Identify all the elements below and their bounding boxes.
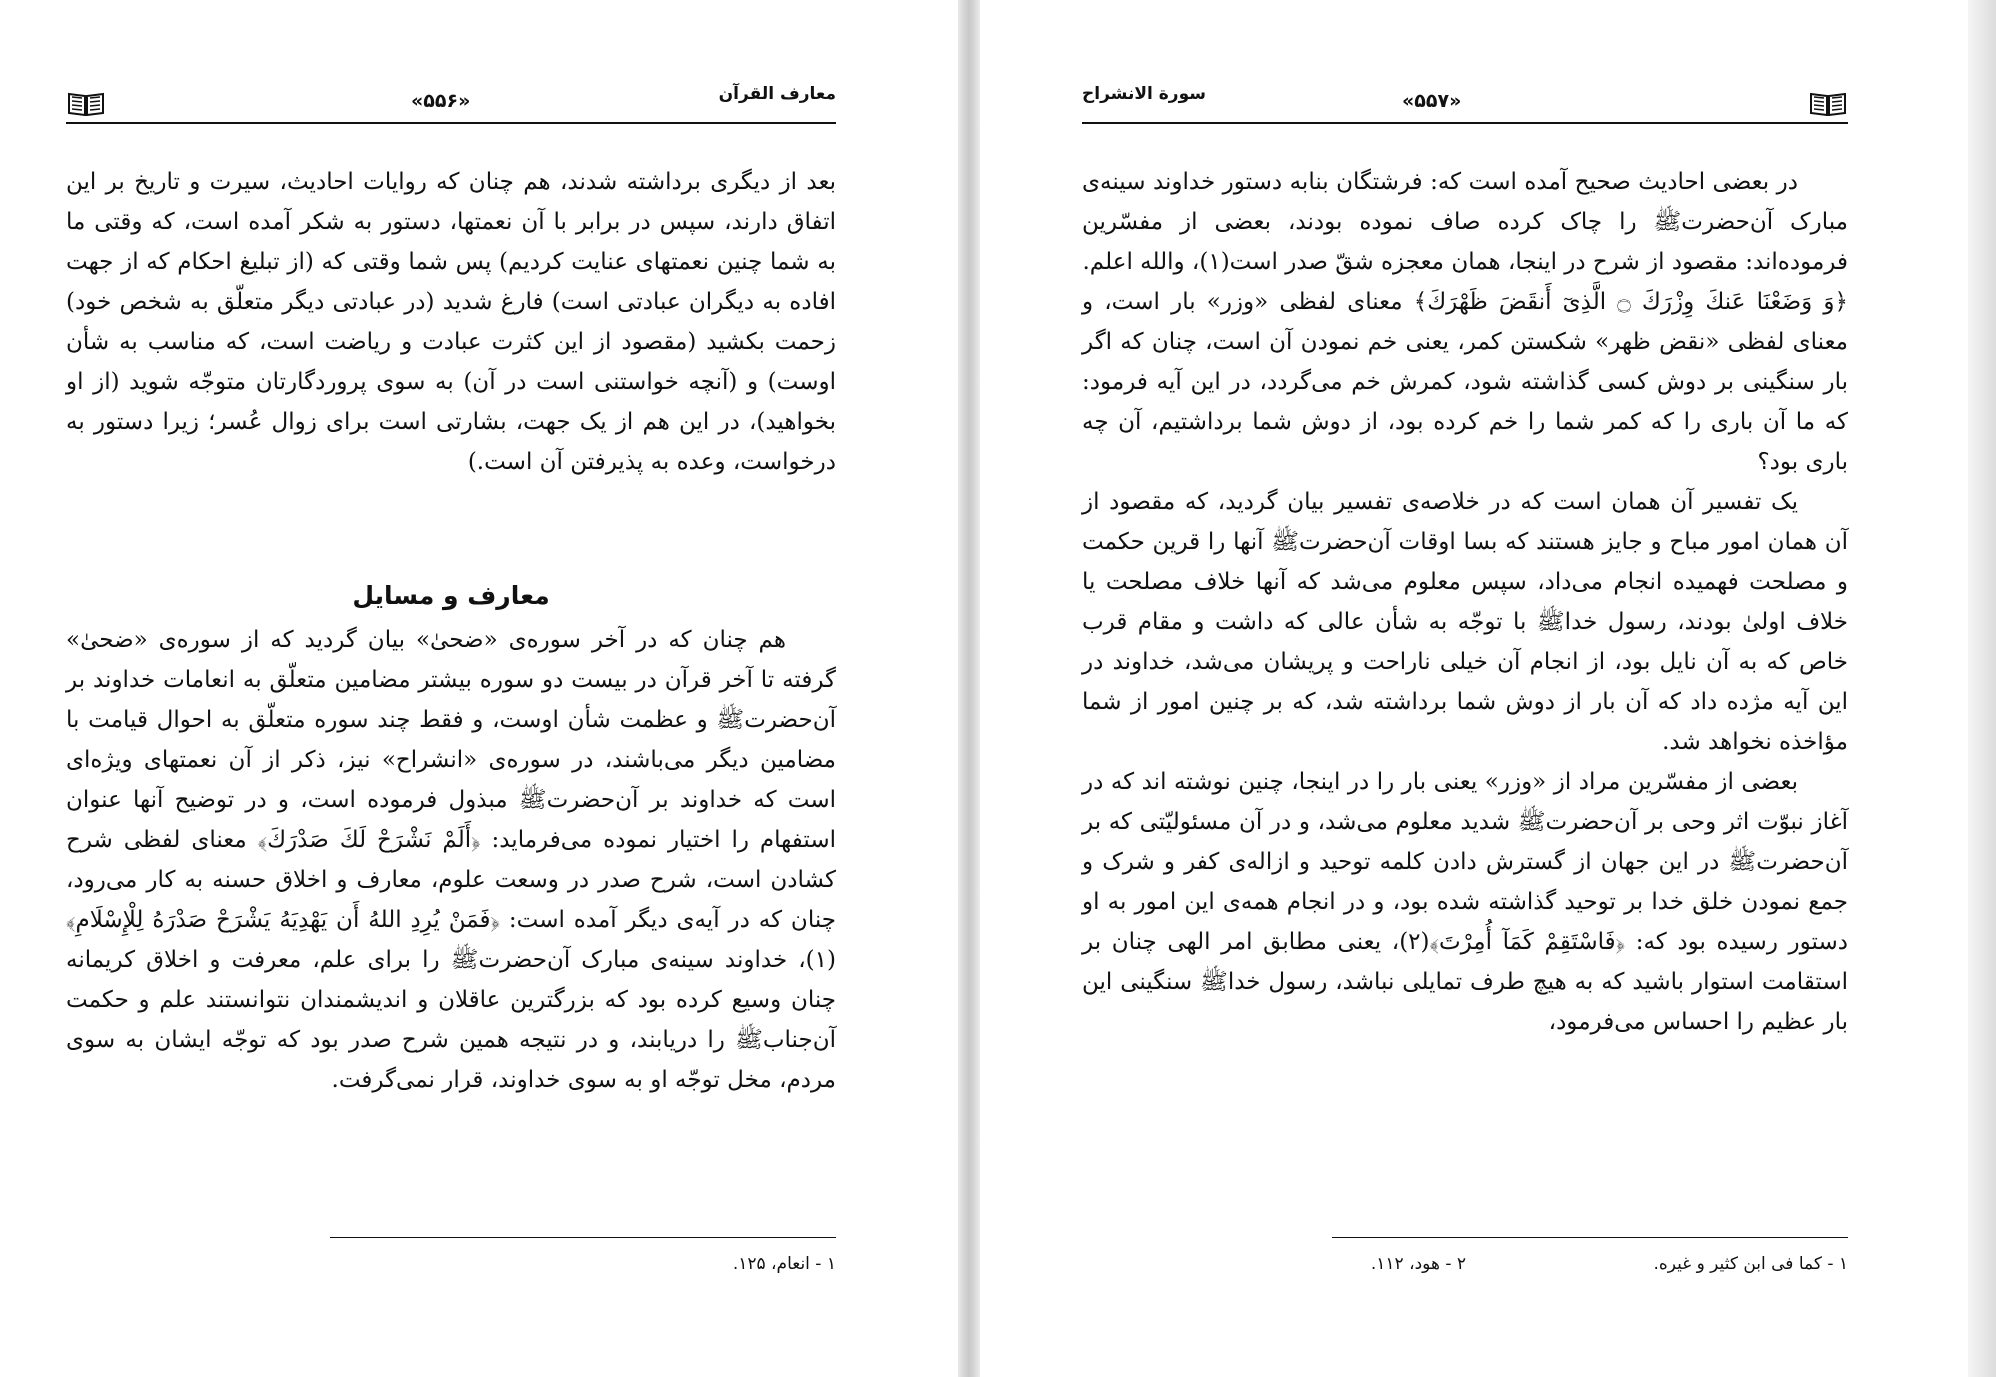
right-footnote-1: ۱ - کما فی ابن کثیر و غیره.: [1653, 1254, 1848, 1274]
right-footnote-rule: [1332, 1237, 1848, 1238]
right-page-number: «۵۵۷»: [1402, 90, 1462, 112]
left-page: [0, 0, 958, 1377]
right-page-edge: [1968, 0, 1996, 1377]
right-running-title: سورة الانشراح: [1082, 84, 1206, 104]
left-footnote-1: ۱ - انعام، ۱۲۵.: [732, 1254, 836, 1274]
open-book-icon: [68, 92, 104, 116]
left-header-rule: [66, 122, 836, 124]
right-paragraph-1: در بعضی احادیث صحیح آمده است که: فرشتگان بنابه دستور خداوند سینه‌ی مبارک آن‌حضرتﷺ را چاک کرده صاف نموده بودند، بعضی از مفسّرین فرموده‌اند: مقصود از شرح در اینجا، همان معجزه شقّ صدر است(۱)، والله اعلم.: [1082, 169, 1848, 275]
left-footnote-rule: [330, 1237, 836, 1238]
right-paragraph-4: بعضی از مفسّرین مراد از «وزر» یعنی بار را در اینجا، چنین نوشته اند که در آغاز نبوّت اثر وحی بر آن‌حضرتﷺ شدید معلوم می‌شد، و در آن مسئولیّتی که بر آن‌حضرتﷺ در این جهان از گسترش دادن کلمه توحید و ازاله‌ی کفر و شرک و جمع نمودن خلق خدا بر توحید گذاشته شده بود، و در انجام همه‌ی این امور به او دستور رسیده بود که: ﴿فَاسْتَقِمْ كَمَآ أُمِرْتَ﴾(۲)، یعنی مطابق امر الهی چنان بر استقامت استوار باشید که به هیچ طرف تمایلی نباشد، رسول خداﷺ سنگینی این بار عظیم را احساس می‌فرمود،: [1082, 769, 1848, 1035]
right-body-text: [1082, 162, 1848, 1042]
left-body-text: [66, 162, 836, 482]
open-book-icon: [1810, 92, 1846, 116]
right-paragraph-3: یک تفسیر آن همان است که در خلاصه‌ی تفسیر بیان گردید، که مقصود از آن همان امور مباح و جایز هستند که بسا اوقات آن‌حضرتﷺ آنها را قرین حکمت و مصلحت فهمیده انجام می‌داد، سپس معلوم می‌شد که آنها خلاف مصلحت یا خلاف اولیٰ بودند، رسول خداﷺ با توجّه به شأن عالی که داشت و مقام قرب خاص که به آن نایل بود، از انجام آن خیلی ناراحت و پریشان می‌شد، خداوند در این آیه مژده داد که آن بار از دوش شما برداشته شد، که بر چنین امور از شما مؤاخذه نخواهد شد.: [1082, 489, 1848, 755]
left-page-number: «۵۵۶»: [411, 90, 471, 112]
right-paragraph-2: ﴿وَ وَضَعْنَا عَنكَ وِزْرَكَ ۝ الَّذِىٓ أَنقَضَ ظَهْرَكَ﴾ معنای لفظی «وزر» بار است، و معنای لفظی «نقض ظهر» شکستن کمر، یعنی خم نمودن آن است، چنان که اگر بار سنگینی بر دوش کسی گذاشته شود، کمرش خم می‌گردد، در این آیه فرمود: که ما آن باری را که کمر شما را خم کرده بود، از دوش شما برداشتیم، آن چه باری بود؟: [1082, 289, 1848, 475]
left-body-text-2: [66, 620, 836, 1100]
right-header-rule: [1082, 122, 1848, 124]
right-footnote-2: ۲ - هود، ۱۱۲.: [1370, 1254, 1466, 1274]
left-paragraph-2: هم چنان که در آخر سوره‌ی «ضحیٰ» بیان گردید که از سوره‌ی «ضحیٰ» گرفته تا آخر قرآن در بیست دو سوره بیشتر مضامین متعلّق به انعامات خداوند بر آن‌حضرتﷺ و عظمت شأن اوست، و فقط چند سوره متعلّق به احوال قیامت با مضامین دیگر می‌باشند، در سوره‌ی «انشراح» نیز، ذکر از آن نعمتهای ویژه‌ای است که خداوند بر آن‌حضرتﷺ مبذول فرموده است، و در توضیح آنها عنوان استفهام را اختیار نموده می‌فرماید: ﴿أَلَمْ نَشْرَحْ لَكَ صَدْرَكَ﴾ معنای لفظی شرح کشادن است، شرح صدر در وسعت علوم، معارف و اخلاق حسنه به کار می‌رود، چنان که در آیه‌ی دیگر آمده است: ﴿فَمَنْ يُرِدِ اللهُ أَن يَهْدِيَهُ يَشْرَحْ صَدْرَهُ لِلْإِسْلَامِ﴾(۱)، خداوند سینه‌ی مبارک آن‌حضرتﷺ را برای علم، معرفت و اخلاق کریمانه چنان وسیع کرده بود که بزرگترین عاقلان و اندیشمندان نتوانستند علم و حکمت آن‌جنابﷺ را دریابند، و در نتیجه همین شرح صدر بود که توجّه ایشان به سوی مردم، مخل توجّه او به سوی خداوند، قرار نمی‌گرفت.: [66, 627, 836, 1093]
left-paragraph-1: بعد از دیگری برداشته شدند، هم چنان که روایات احادیث، سیرت و تاریخ بر این اتفاق دارند، سپس در برابر با آن نعمتها، دستور به شکر آمده است، که وقتی ما به شما چنین نعمتهای عنایت کردیم) پس شما وقتی که (از تبلیغ احکام که از جهت افاده به دیگران عبادتی است) فارغ شدید (در عبادتی دیگر متعلّق به شخص خود) زحمت بکشید (مقصود از این کثرت عبادت و ریاضت است، که مناسب به شأن اوست) و (آنچه خواستنی است در آن) به سوی پروردگارتان متوجّه شوید (از او بخواهید)، در این هم از یک جهت، بشارتی است برای زوال عُسر؛ زیرا دستور به درخواست، وعده به پذیرفتن آن است.): [66, 169, 836, 475]
right-page: [980, 0, 1996, 1377]
section-heading: معارف و مسایل: [352, 581, 550, 610]
right-page-header: [1082, 70, 1848, 124]
book-gutter: [958, 0, 980, 1377]
left-running-title: معارف القرآن: [718, 84, 836, 104]
left-page-header: [66, 70, 836, 124]
